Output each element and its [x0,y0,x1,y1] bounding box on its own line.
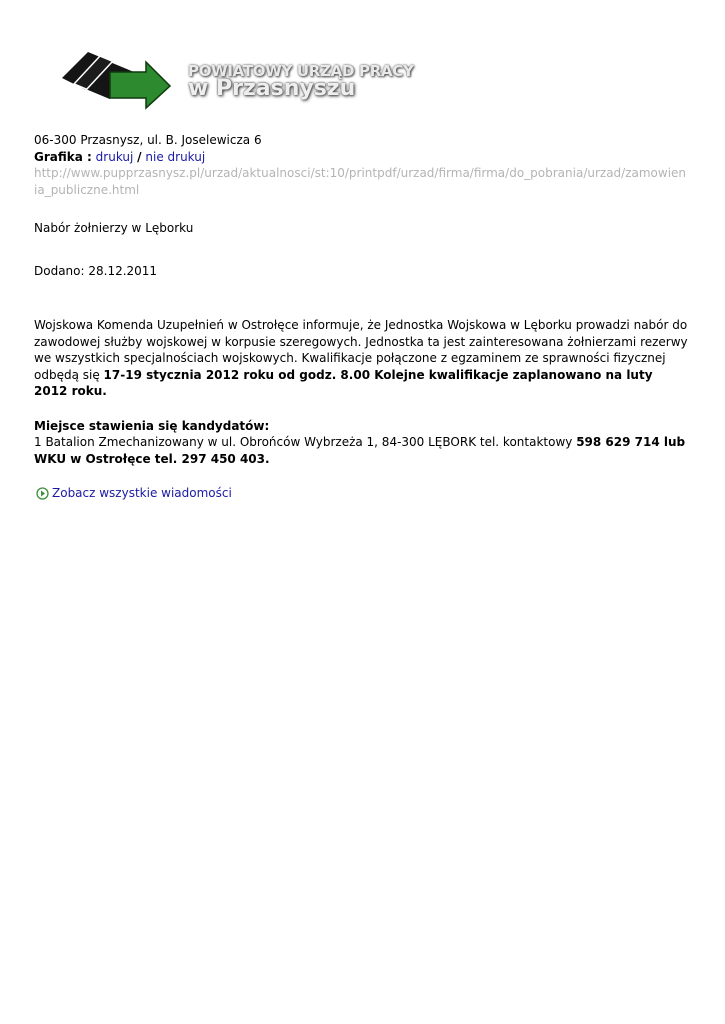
place-contact: 598 629 714 lub WKU w Ostrołęce tel. 297 450 403. [34,435,686,466]
no-print-link[interactable]: nie drukuj [145,149,206,164]
address: 06-300 Przasnysz, ul. B. Joselewicza 6 [34,133,262,147]
article-body-bold: 17-19 stycznia 2012 roku od godz. 8.00 Kolejne kwalifikacje zaplanowano na luty 2012 roku. [34,367,653,398]
logo-arrow-icon [60,48,190,110]
graphics-toggle [34,149,688,166]
page-url: http://www.pupprzasnysz.pl/urzad/aktualnosci/st:10/printpdf/urzad/firma/firma/do_pobrania/urzad/zamowienia_publiczne.html [34,166,687,197]
logo-subtitle: w Przasnyszu [188,76,356,101]
place-details [34,434,688,467]
link-separator: / [137,149,142,164]
place-text: 1 Batalion Zmechanizowany w ul. Obrońców Wybrzeża 1, 84-300 LĘBORK tel. kontaktowy [34,435,573,449]
place-heading [34,418,688,435]
graphics-label: Grafika : [34,149,92,164]
print-content [34,132,688,502]
site-logo [60,48,414,110]
article-title: Nabór żołnierzy w Lęborku [34,221,194,235]
print-link[interactable]: drukuj [95,149,134,164]
all-news-row [36,485,688,502]
article-date: Dodano: 28.12.2011 [34,263,158,278]
article-body-text: Wojskowa Komenda Uzupełnień w Ostrołęce informuje, że Jednostka Wojskowa w Lęborku prowadzi nabór do zawodowej służby wojskowej w korpusie szeregowych. Jednostka ta jest zainteresowana żołnierzami rezerwy we wszystkich specjalnościach wojskowych. Kwalifikacje połączone z egzaminem ze sprawności fizycznej odbędą się [34,318,688,382]
article-body [34,317,688,400]
logo-title: POWIATOWY URZĄD PRACY [188,62,414,80]
arrow-circle-icon [36,487,49,500]
place-heading-text: Miejsce stawienia się kandydatów: [34,418,270,433]
all-news-link[interactable]: Zobacz wszystkie wiadomości [52,486,232,500]
